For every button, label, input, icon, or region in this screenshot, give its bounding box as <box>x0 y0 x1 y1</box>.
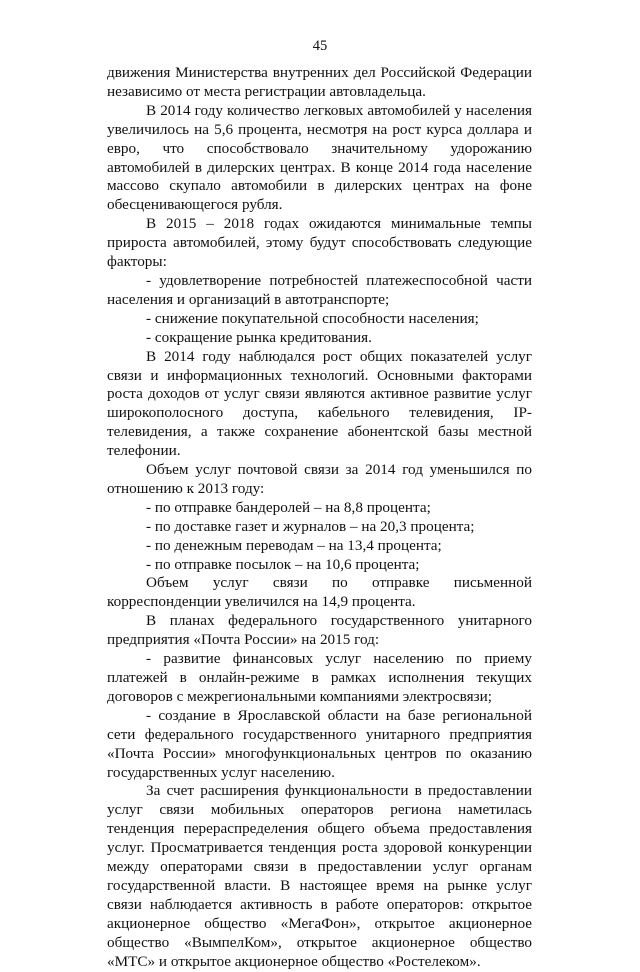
paragraph: В планах федерального государственного унитарного предприятия «Почта России» на 2015 год: <box>107 612 532 649</box>
paragraph: Объем услуг почтовой связи за 2014 год уменьшился по отношению к 2013 году: <box>107 461 532 497</box>
paragraph: Объем услуг связи по отправке письменной корреспонденции увеличился на 14,9 процента. <box>107 574 532 611</box>
page-number: 45 <box>312 38 328 54</box>
paragraph: - по отправке бандеролей – на 8,8 процента; <box>146 498 431 516</box>
paragraph: - по доставке газет и журналов – на 20,3 процента; <box>146 517 475 535</box>
paragraph: В 2014 году наблюдался рост общих показателей услуг связи и информационных технологий. Основными факторами роста доходов от услуг связи являются активное развитие услуг широкополосного доступа, кабельного телевидения, IP-телевидения, а также сохранение абонентской базы местной телефонии. <box>107 347 532 460</box>
paragraph: движения Министерства внутренних дел Российской Федерации независимо от места регистрации автовладельца. <box>107 64 532 100</box>
paragraph: - удовлетворение потребностей платежеспособной части населения и организаций в автотранспорте; <box>107 271 532 308</box>
paragraph: В 2014 году количество легковых автомобилей у населения увеличилось на 5,6 процента, несмотря на рост курса доллара и евро, что способствовало значительному удорожанию автомобилей в дилерских центрах. В конце 2014 года население массово скупало автомобили в дилерских центрах на фоне обесценивающегося рубля. <box>107 101 532 214</box>
paragraph: - по денежным переводам – на 13,4 процента; <box>146 536 442 554</box>
paragraph: - снижение покупательной способности населения; <box>146 309 479 327</box>
paragraph: - создание в Ярославской области на базе региональной сети федерального государственного унитарного предприятия «Почта России» многофункциональных центров по оказанию государственных услуг населению. <box>107 706 532 781</box>
paragraph: - сокращение рынка кредитования. <box>146 328 372 346</box>
paragraph: В 2015 – 2018 годах ожидаются минимальные темпы прироста автомобилей, этому будут способствовать следующие факторы: <box>107 215 532 271</box>
paragraph: - по отправке посылок – на 10,6 процента; <box>146 555 420 573</box>
paragraph: - развитие финансовых услуг населению по приему платежей в онлайн-режиме в рамках исполнения текущих договоров с межрегиональными компаниями электросвязи; <box>107 650 532 705</box>
paragraph: За счет расширения функциональности в предоставлении услуг связи мобильных операторов региона наметилась тенденция перераспределения общего объема предоставления услуг. Просматривается тенденция роста здоровой конкуренции между операторами связи в предоставлении услуг органам государственной власти. В настоящее время на рынке услуг связи наблюдается активность в работе операторов: открытое акционерное общество «МегаФон», открытое акционерное общество «ВымпелКом», открытое акционерное общество «МТС» и открытое акционерное общество «Ростелеком». <box>107 782 532 970</box>
document-body <box>107 64 532 972</box>
